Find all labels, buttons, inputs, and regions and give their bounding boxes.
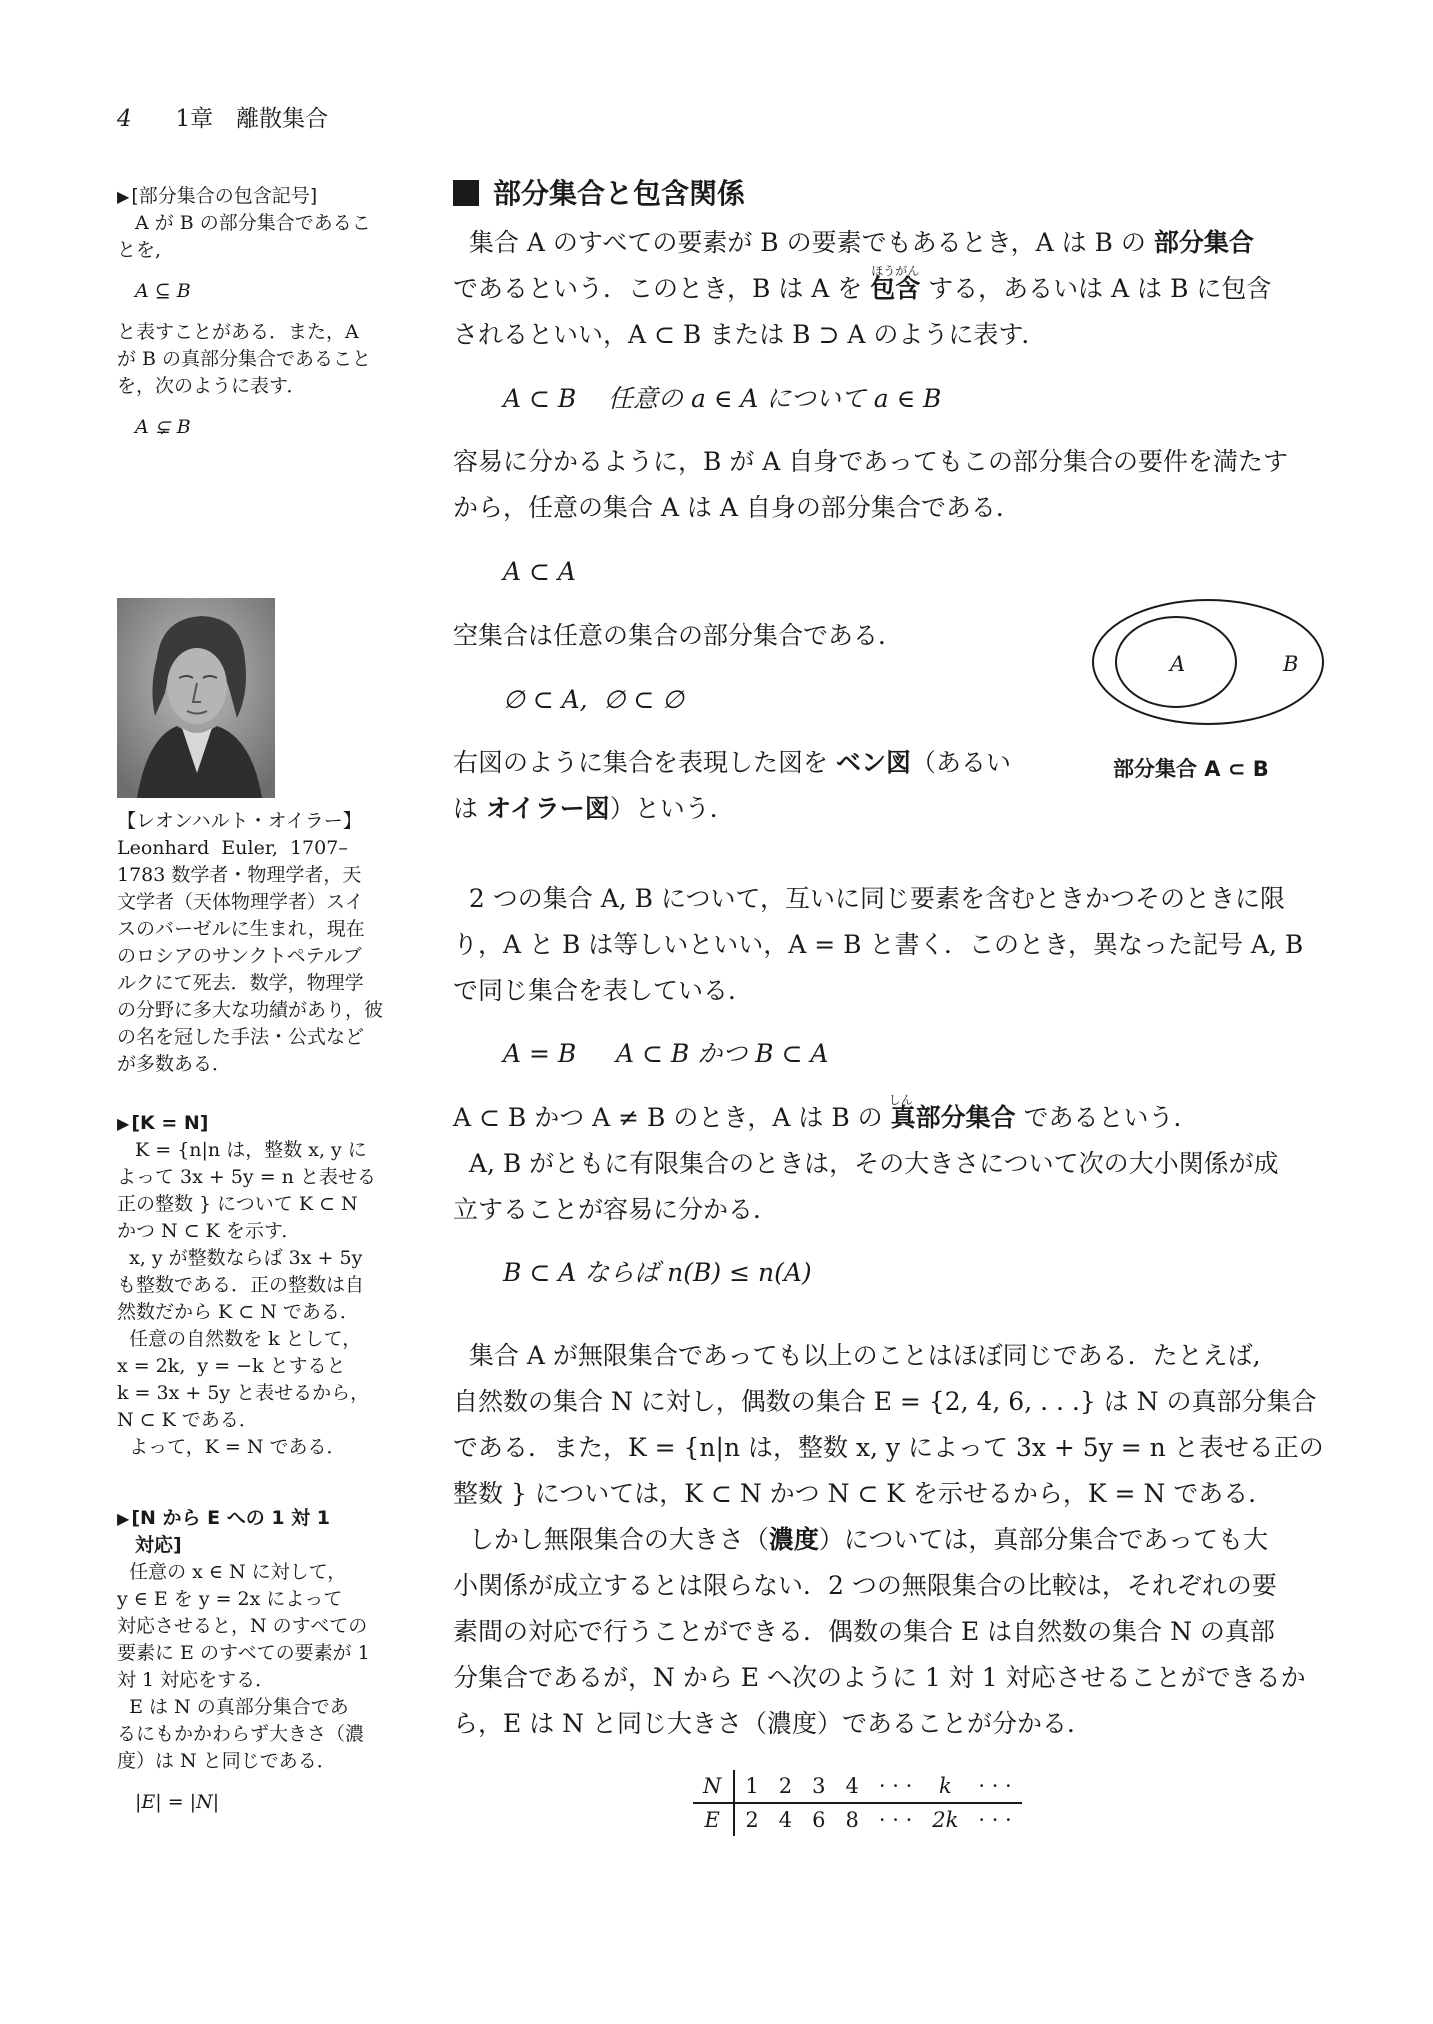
equation-empty-set: ∅ ⊂ A, ∅ ⊂ ∅ (503, 685, 684, 714)
paragraph-line: しかし無限集合の大きさ（濃度）については，真部分集合であっても大 (453, 1525, 1269, 1554)
paragraph-line: 分集合であるが，N から E へ次のように 1 対 1 対応させることができるか (453, 1663, 1306, 1692)
paragraph-line: A, B がともに有限集合のときは，その大きさについて次の大小関係が成 (453, 1149, 1279, 1178)
chapter-title: 1章 離散集合 (175, 106, 329, 132)
sidebar-note-k-equals-n (117, 1110, 392, 1461)
table-row (693, 1770, 1022, 1803)
table-cell: · · · (869, 1770, 922, 1803)
term-venn: ベン図 (835, 748, 911, 777)
table-cell: 2k (932, 1808, 959, 1832)
sidebar-text: も整数である．正の整数は自 (117, 1274, 365, 1296)
sidebar-text: x, y が整数ならば 3x + 5y (117, 1247, 363, 1269)
sidebar-note-one-to-one (117, 1505, 392, 1816)
page-header (117, 100, 328, 133)
venn-diagram (1083, 595, 1333, 785)
paragraph-line: である．また，K = {n|n は，整数 x, y によって 3x + 5y = n と表せる正の (453, 1433, 1324, 1462)
bio-line: ルクにて死去．数学，物理学 (117, 972, 364, 994)
table-cell: 2 (745, 1808, 759, 1832)
bio-line: スのバーゼルに生まれ，現在 (117, 918, 365, 940)
sidebar-text: るにもかかわらず大きさ（濃 (117, 1723, 365, 1745)
sidebar-text: k = 3x + 5y と表せるから， (117, 1382, 370, 1404)
venn-label-b: B (1283, 652, 1299, 676)
paragraph-line: されるといい，A ⊂ B または B ⊃ A のように表す． (453, 320, 1047, 349)
bio-line: が多数ある． (117, 1053, 232, 1075)
euler-portrait (117, 598, 275, 798)
sidebar-text: よって 3x + 5y = n と表せる (117, 1166, 376, 1188)
paragraph-line: で同じ集合を表している． (453, 976, 754, 1005)
paragraph-line: 右図のように集合を表現した図を ベン図（あるい (453, 748, 1011, 777)
table-cell: 2 (769, 1770, 802, 1803)
sidebar-text: かつ N ⊂ K を示す． (117, 1220, 301, 1242)
ruby-text: ほうがん (871, 264, 920, 278)
paragraph-line: 自然数の集合 N に対し，偶数の集合 E = {2, 4, 6, . . .} は N の真部分集合 (453, 1387, 1317, 1416)
triangle-marker-icon: ▶ (117, 1114, 130, 1133)
sidebar-note-title: ▶ [部分集合の包含記号] (117, 183, 392, 210)
triangle-marker-icon: ▶ (117, 1509, 130, 1528)
section-title: 部分集合と包含関係 (453, 178, 745, 210)
sidebar-text: y ∈ E を y = 2x によって (117, 1588, 343, 1610)
table-cell: 4 (778, 1808, 793, 1832)
sidebar-text: 要素に E のすべての要素が 1 (117, 1642, 370, 1664)
venn-caption: 部分集合 A ⊂ B (1113, 757, 1269, 781)
table-cell: · · · (878, 1808, 913, 1832)
term-subset: 部分集合 (1153, 228, 1254, 257)
term-cardinality: 濃度 (768, 1525, 819, 1554)
term-euler: オイラー図 (485, 794, 610, 823)
paragraph-line: であるという．このとき，B は A を ほうがん 包含 する，あるいは A は B に包含 (453, 273, 1271, 305)
paragraph-line: から，任意の集合 A は A 自身の部分集合である． (453, 493, 1021, 522)
sidebar-note-title: ▶ [K = N] (117, 1110, 392, 1137)
paragraph-line: ら，E は N と同じ大きさ（濃度）であることが分かる． (453, 1709, 1092, 1738)
sidebar-formula: A ⊊ B (135, 416, 191, 438)
bio-line: のロシアのサンクトペテルブ (117, 945, 362, 967)
paragraph-line: 整数 } については，K ⊂ N かつ N ⊂ K を示せるから，K = N である． (453, 1479, 1274, 1508)
term-inclusion: ほうがん 包含 (870, 273, 920, 305)
sidebar-formula: |E| = |N| (135, 1791, 220, 1813)
sidebar-text: 度）は N と同じである． (117, 1750, 336, 1772)
sidebar-text: N ⊂ K である． (117, 1409, 258, 1431)
paragraph-line: り，A と B は等しいといい，A = B と書く．このとき，異なった記号 A, B (453, 930, 1304, 959)
sidebar-text: とを, (117, 239, 162, 261)
bio-title: 【レオンハルト・オイラー】 (117, 810, 362, 832)
main-content (453, 0, 1333, 2024)
equation-self-subset: A ⊂ A (503, 557, 576, 586)
table-cell: · · · (978, 1808, 1012, 1832)
sidebar-text: 然数だから K ⊂ N である． (117, 1301, 359, 1323)
table-cell: 1 (734, 1770, 768, 1803)
sidebar-text: が B の真部分集合であること (117, 348, 372, 370)
paragraph-line: 小関係が成立するとは限らない．2 つの無限集合の比較は，それぞれの要 (453, 1571, 1277, 1600)
sidebar-text: 正の整数 } について K ⊂ N (117, 1193, 358, 1215)
bio-line: の分野に多大な功績があり，彼 (117, 999, 384, 1021)
correspondence-table (693, 1770, 1022, 1836)
bio-line: 文学者（天体物理学者）スイ (117, 891, 364, 913)
paragraph-line: 素間の対応で行うことができる．偶数の集合 E は自然数の集合 N の真部 (453, 1617, 1275, 1646)
table-cell: 8 (845, 1808, 859, 1832)
sidebar-note-subset-symbols (117, 183, 392, 441)
paragraph-line: 集合 A が無限集合であっても以上のことはほぼ同じである．たとえば, (453, 1341, 1261, 1370)
table-cell: · · · (968, 1770, 1021, 1803)
sidebar-text: x = 2k, y = −k とすると (117, 1355, 346, 1377)
bio-line: の名を冠した手法・公式など (117, 1026, 365, 1048)
table-row (693, 1803, 1022, 1836)
sidebar-text: E は N の真部分集合であ (117, 1696, 349, 1718)
table-cell: k (922, 1770, 968, 1803)
page-number: 4 (117, 106, 132, 132)
bio-line: 1783 数学者・物理学者，天 (117, 864, 362, 886)
table-cell: 3 (802, 1770, 835, 1803)
sidebar-text: を，次のように表す． (117, 375, 306, 397)
sidebar-text: 任意の自然数を k として， (117, 1328, 362, 1350)
paragraph-line: 集合 A のすべての要素が B の要素でもあるとき，A は B の 部分集合 (453, 228, 1254, 257)
sidebar-formula: A ⊆ B (135, 280, 191, 302)
equation-set-equality: A = B A ⊂ B かつ B ⊂ A (503, 1039, 829, 1068)
ruby-text: しん (888, 1093, 913, 1107)
sidebar-text: と表すことがある．また，A (117, 321, 359, 343)
sidebar-note-title-cont: 対応] (135, 1534, 182, 1556)
correspondence-table-wrap (693, 1770, 1022, 1836)
paragraph-line: A ⊂ B かつ A ≠ B のとき，A は B の しん 真部分集合 であるという． (453, 1102, 1199, 1134)
paragraph-line: 空集合は任意の集合の部分集合である． (453, 621, 904, 650)
triangle-marker-icon: ▶ (117, 187, 130, 206)
sidebar-text: よって，K = N である． (117, 1436, 346, 1458)
paragraph-line: 2 つの集合 A, B について，互いに同じ要素を含むときかつそのときに限 (453, 884, 1285, 913)
table-cell: N (693, 1770, 734, 1803)
sidebar-text: A が B の部分集合であるこ (135, 212, 371, 234)
sidebar-text: 任意の x ∈ N に対して， (117, 1561, 347, 1583)
sidebar-note-title: ▶ [N から E への 1 対 1 (117, 1505, 392, 1532)
term-proper-subset: しん 真部分集合 (891, 1102, 1016, 1134)
venn-label-a: A (1170, 652, 1186, 676)
paragraph-line: 立することが容易に分かる． (453, 1195, 779, 1224)
sidebar-text: K = {n|n は，整数 x, y に (135, 1139, 367, 1161)
equation-cardinality: B ⊂ A ならば n(B) ≤ n(A) (503, 1258, 812, 1287)
table-cell: 6 (812, 1808, 826, 1832)
paragraph-line: は オイラー図）という． (453, 794, 735, 823)
equation-subset-def: A ⊂ B 任意の a ∈ A について a ∈ B (503, 384, 942, 413)
paragraph-line: 容易に分かるように，B が A 自身であってもこの部分集合の要件を満たす (453, 447, 1289, 476)
table-cell: 4 (836, 1770, 869, 1803)
sidebar-bio (117, 808, 392, 1078)
sidebar-text: 対 1 対応をする． (117, 1669, 275, 1691)
bio-line: Leonhard Euler, 1707– (117, 837, 348, 859)
section-square-icon (453, 180, 479, 206)
sidebar-text: 対応させると，N のすべての (117, 1615, 368, 1637)
table-cell: E (693, 1803, 734, 1836)
